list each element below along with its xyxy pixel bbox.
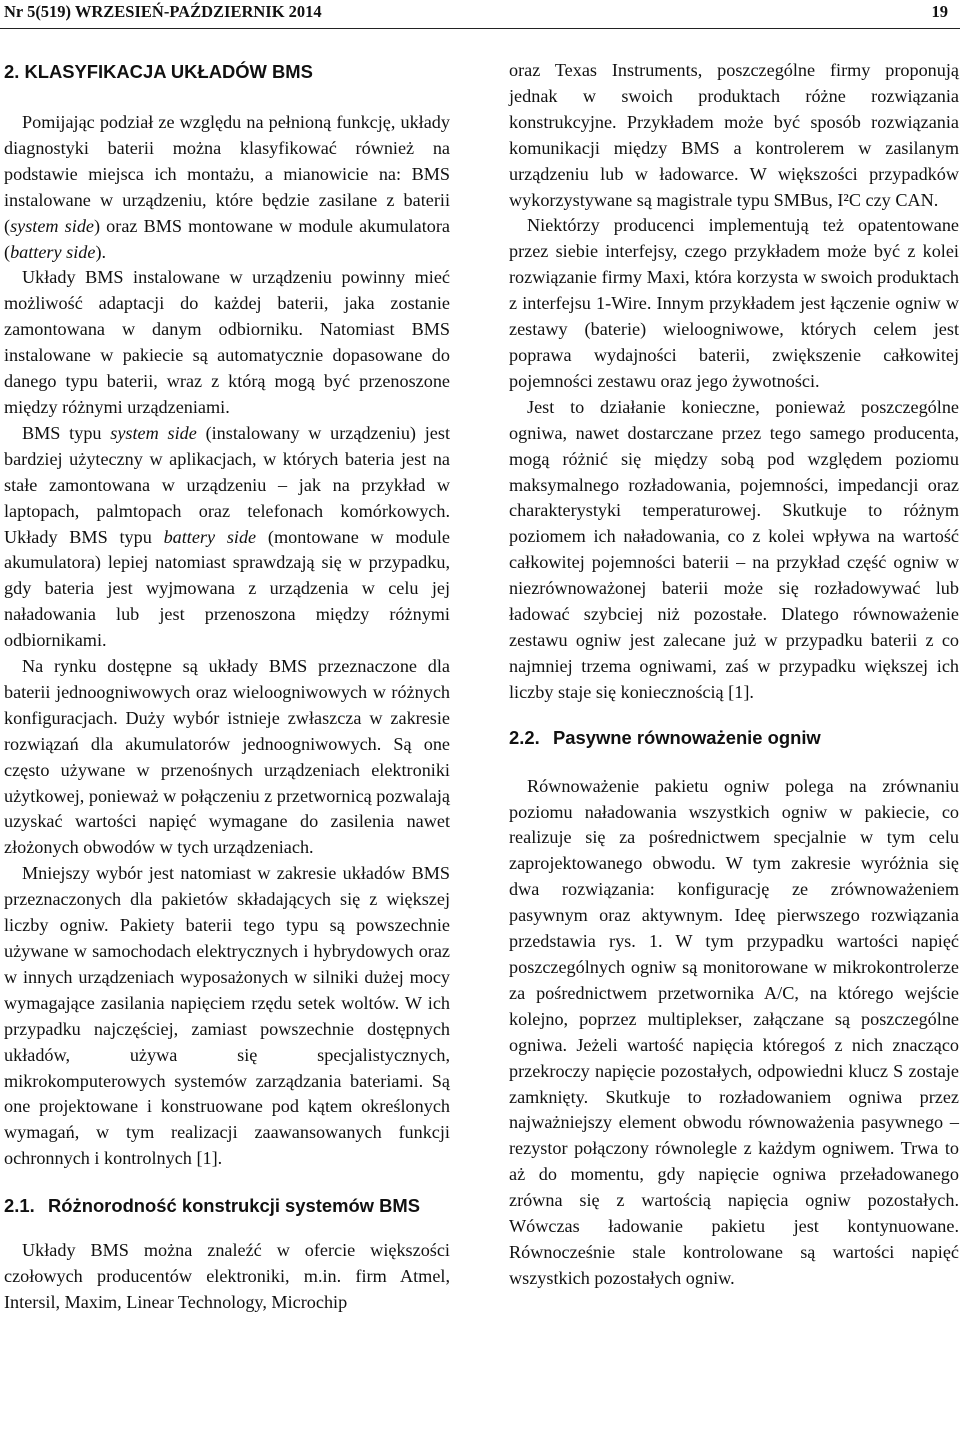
section-2-paragraph-2: Układy BMS instalowane w urządzeniu powinny mieć możliwość adaptacji do każdej baterii, jaka zostanie zamontowana w danym odbiorniku. Natomiast BMS instalowane w pakiecie są automatycznie dopasowane do danego typu baterii, wraz z którą mogą być przenoszone między różnymi urządzeniami.: [4, 267, 450, 417]
section-2-paragraph-3: BMS typu system side (instalowany w urządzeniu) jest bardziej użyteczny w aplikacjach, w których bateria jest na stałe zamontowana w urządzeniu – jak na przykład w laptopach, palmtopach oraz telefonach komórkowych. Układy BMS typu battery side (montowane w module akumulatora) lepiej natomiast sprawdzają się w przypadku, gdy bateria jest wyjmowana z urządzenia w celu jej naładowania lub jest przenoszona między różnymi odbiornikami.: [4, 422, 450, 651]
section-title: Różnorodność konstrukcji systemów BMS: [48, 1195, 420, 1217]
page-header: [4, 2, 948, 26]
section-2-paragraph-5: Mniejszy wybór jest natomiast w zakresie układów BMS przeznaczonych dla pakietów składających się z większej liczby ogniw. Pakiety baterii tego typu są powszechnie używane w samochodach elektrycznych i hybrydowych oraz w innych urządzeniach wyposażonych w silniki dużej mocy wymagające zasilania napięciem rzędu setek woltów. W ich przypadku najczęściej, zamiast powszechnie dostępnych układów, używa się specjalistycznych, mikrokomputerowych systemów zarządzania bateriami. Są one projektowane i konstruowane pod kątem określonych wymagań, w tym realizacji zaawansowanych funkcji ochronnych i kontrolnych [1].: [4, 863, 450, 1169]
section-2-1-paragraph-2: Niektórzy producenci implementują też opatentowane przez siebie interfejsy, czego przykładem może być z kolei rozwiązanie firmy Maxi, która korzysta w swoich produktach z interfejsu 1-Wire. Innym przykładem jest łączenie ogniw w zestawy (baterie) wieloogniwowe, których celem jest poprawa wydajności baterii, zwiększenie całkowitej pojemności zestawu oraz jego żywotności.: [509, 215, 959, 391]
left-column: [4, 56, 450, 1316]
section-2-1-paragraph-1: Układy BMS można znaleźć w ofercie większości czołowych producentów elektroniki, m.in. firm Atmel, Intersil, Maxim, Linear Technology, Microchip: [4, 1240, 450, 1312]
section-2-2-heading: [509, 726, 959, 750]
page-number: 19: [931, 2, 948, 21]
section-2-1-paragraph-3: Jest to działanie konieczne, ponieważ poszczególne ogniwa, nawet dostarczane przez tego samego producenta, mogą różnić się między sobą pod względem poziomu maksymalnego rozładowania, pojemności, impedancji oraz charakterystyki temperaturowej. Skutkuje to różnym poziomem ich naładowania, co z kolei wpływa na wartość całkowitej pojemności baterii – na przykład część ogniw w niezrównoważonej baterii może się rozładowywać lub ładować szybciej niż pozostałe. Dlatego równoważenie zestawu ogniw jest zalecane już w przypadku baterii z co najmniej trzema ogniwami, zaś w przypadku większej ich liczby staje się koniecznością [1].: [509, 396, 959, 702]
term-battery-side: battery side: [163, 526, 257, 547]
term-battery-side: battery side: [10, 241, 96, 262]
section-title: Pasywne równoważenie ogniw: [553, 726, 821, 748]
section-number: 2.2.: [509, 726, 540, 748]
section-2-1-heading: [4, 1194, 450, 1218]
section-2-2-paragraph-1: Równoważenie pakietu ogniw polega na zrównaniu poziomu naładowania wszystkich ogniw w pakiecie, co realizuje się za pośrednictwem specjalnie w tym celu zaprojektowanego obwodu. W tym zakresie wyróżnia się dwa rozwiązania: konfigurację ze zrównoważeniem pasywnym oraz aktywnym. Ideę pierwszego rozwiązania przedstawia rys. 1. W tym przypadku wartości napięć poszczególnych ogniw są monitorowane w mikrokontrolerze za pośrednictwem przetwornika A/C, na którego wejście kolejno, poprzez multiplekser, załączane są poszczególne ogniwa. Jeżeli wartość napięcia któregoś z nich znacząco przekroczy napięcie pozostałych, odpowiedni klucz S zostaje zamknięty. Skutkuje to rozładowaniem ogniwa przez najważniejszy element obwodu równoważenia pasywnego – rezystor połączony równolegle z każdym ogniwem. Trwa to aż do momentu, gdy napięcie ogniwa przeładowanego zrówna się z wartością napięcia ogniw pozostałych. Wówczas ładowanie pakietu jest kontynuowane. Równocześnie stale kontrolowane są wartości napięć wszystkich pozostałych ogniw.: [509, 775, 959, 1288]
section-number: 2.1.: [4, 1195, 35, 1217]
header-rule: [0, 28, 960, 29]
section-2-1-paragraph-1-continued: oraz Texas Instruments, poszczególne firmy proponują jednak w swoich produktach różne rozwiązania konstrukcyjne. Przykładem może być sposób rozwiązania komunikacji między BMS a kontrolerem w zasilanym urządzeniu lub w ładowarce. W większości przypadków wykorzystywane są magistrale typu SMBus, I²C czy CAN.: [509, 60, 959, 210]
term-system-side: system side: [110, 422, 197, 443]
section-2-paragraph-4: Na rynku dostępne są układy BMS przeznaczone dla baterii jednoogniwowych oraz wieloogniwowych w różnych konfiguracjach. Duży wybór istnieje zwłaszcza w zakresie rozwiązań dla akumulatorów jednoogniwowych. Są one często używane w przenośnych urządzeniach elektroniki użytkowej, ponieważ w połączeniu z przetwornicą pozwalają uzyskać wartości napięć wymagane do zasilenia nawet złożonych obwodów w tych urządzeniach.: [4, 656, 450, 858]
section-2-heading: 2. KLASYFIKACJA UKŁADÓW BMS: [4, 61, 313, 82]
term-system-side: system side: [10, 215, 94, 236]
right-column: [509, 58, 959, 1292]
journal-issue: Nr 5(519) WRZESIEŃ-PAŹDZIERNIK 2014: [4, 2, 322, 21]
section-2-paragraph-1: Pomijając podział ze względu na pełnioną funkcję, układy diagnostyki baterii można klasyfikować również na podstawie miejsca ich montażu, a mianowicie na: BMS instalowane w urządzeniu, które będzie zasilane z baterii (system side) oraz BMS montowane w module akumulatora (battery side).: [4, 112, 450, 262]
